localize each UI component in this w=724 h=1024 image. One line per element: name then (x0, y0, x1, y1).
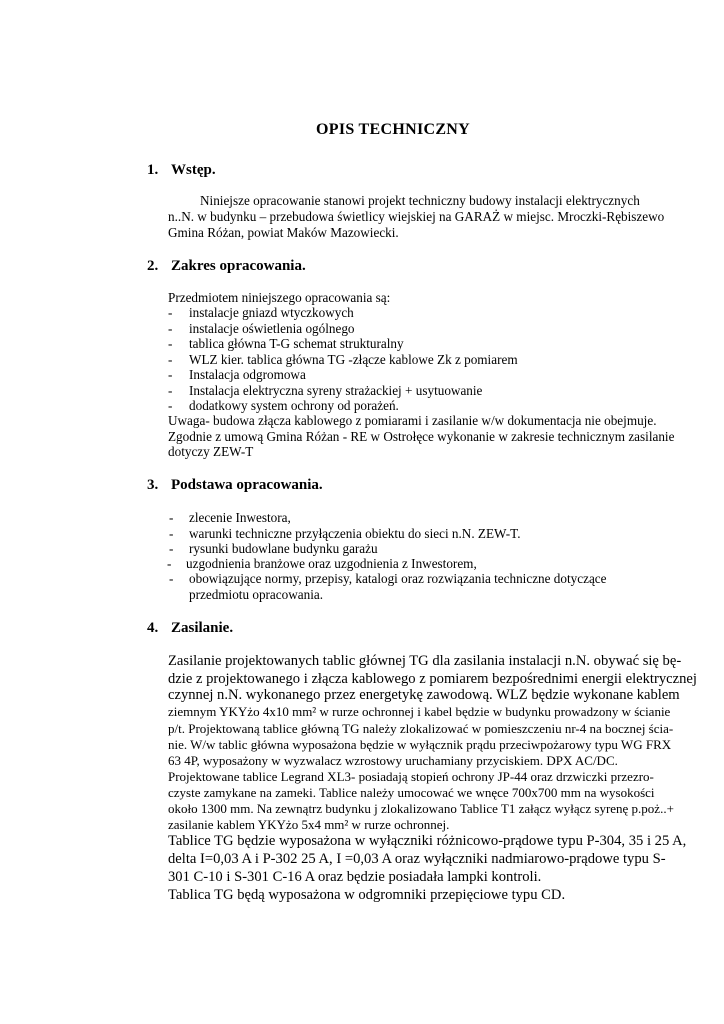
section-1-line: Niniejsze opracowanie stanowi projekt techniczny budowy instalacji elektrycznych (200, 193, 640, 208)
section-1-heading: Wstęp. (171, 162, 216, 178)
section-4-line: p/t. Projektowaną tablice główną TG należy zlokalizować w pomieszczeniu nr-4 na bocznej ścia- (168, 721, 674, 736)
section-4-line: zasilanie kablem YKYżo 5x4 mm² w rurze ochronnej. (168, 817, 450, 832)
section-3-number: 3. (147, 477, 159, 493)
list-bullet: - (168, 352, 173, 367)
section-4-line: Zasilanie projektowanych tablic głównej TG dla zasilania instalacji n.N. obywać się bę- (168, 653, 682, 669)
list-bullet: - (168, 398, 173, 413)
section-4-line: czynnej n.N. wykonanego przez energetykę zawodową. WLZ będzie wykonane kablem (168, 687, 680, 703)
section-4-line: Projektowane tablice Legrand XL3- posiadają stopień ochrony JP-44 oraz drzwiczki przezro- (168, 769, 654, 784)
list-item-continuation: przedmiotu opracowania. (189, 587, 324, 602)
list-bullet: - (168, 321, 173, 336)
list-item: warunki techniczne przyłączenia obiektu do sieci n.N. ZEW-T. (189, 526, 521, 541)
section-4-line: około 1300 mm. Na zewnątrz budynku j zlokalizowano Tablice T1 załącz wyłącz syrenę p.poż..+ (168, 801, 674, 816)
list-bullet: - (169, 510, 174, 525)
section-4-line: czyste zamykane na zameki. Tablice należy umocować we wnęce 700x700 mm na wysokości (168, 785, 655, 800)
section-4-line: 301 C-10 i S-301 C-16 A oraz będzie posiadała lampki kontroli. (168, 869, 542, 885)
list-item: instalacje gniazd wtyczkowych (189, 305, 354, 320)
section-1-number: 1. (147, 162, 159, 178)
section-2-note: Uwaga- budowa złącza kablowego z pomiarami i zasilanie w/w dokumentacja nie obejmuje. (168, 413, 657, 428)
list-item: dodatkowy system ochrony od porażeń. (189, 398, 399, 413)
section-4-line: delta I=0,03 A i P-302 25 A, I =0,03 A oraz wyłączniki nadmiarowo-prądowe typu S- (168, 851, 666, 867)
list-item: rysunki budowlane budynku garażu (189, 541, 378, 556)
list-item: tablica główna T-G schemat strukturalny (189, 336, 404, 351)
list-item: obowiązujące normy, przepisy, katalogi oraz rozwiązania techniczne dotyczące (189, 571, 607, 586)
section-2-note: Zgodnie z umową Gmina Różan - RE w Ostrołęce wykonanie w zakresie technicznym zasilanie (168, 429, 675, 444)
list-item: Instalacja elektryczna syreny strażackiej + usytuowanie (189, 383, 483, 398)
list-bullet: - (168, 367, 173, 382)
section-4-line: dzie z projektowanego i złącza kablowego z pomiarem bezpośrednimi energii elektrycznej (168, 671, 697, 687)
list-bullet: - (169, 571, 174, 586)
list-item: instalacje oświetlenia ogólnego (189, 321, 355, 336)
list-bullet: - (167, 556, 172, 571)
section-1-line: n..N. w budynku – przebudowa świetlicy wiejskiej na GARAŻ w miejsc. Mroczki-Rębiszewo (168, 209, 665, 224)
section-4-line: Tablice TG będzie wyposażona w wyłączniki różnicowo-prądowe typu P-304, 35 i 25 A, (168, 833, 687, 849)
page-title: OPIS TECHNICZNY (316, 121, 471, 138)
list-bullet: - (169, 526, 174, 541)
list-bullet: - (168, 383, 173, 398)
list-bullet: - (168, 336, 173, 351)
list-bullet: - (168, 305, 173, 320)
section-4-line: nie. W/w tablic główna wyposażona będzie w wyłącznik prądu przeciwpożarowy typu WG FRX (168, 737, 672, 752)
section-3-heading: Podstawa opracowania. (171, 477, 323, 493)
section-4-line: 63 4P, wyposażony w wyzwalacz wzrostowy uruchamiany przyciskiem. DPX AC/DC. (168, 753, 618, 768)
list-item: uzgodnienia branżowe oraz uzgodnienia z Inwestorem, (186, 556, 477, 571)
list-item: WLZ kier. tablica główna TG -złącze kablowe Zk z pomiarem (189, 352, 518, 367)
section-4-line: ziemnym YKYżo 4x10 mm² w rurze ochronnej i kabel będzie w budynku prowadzony w ścianie (168, 704, 671, 719)
section-4-number: 4. (147, 620, 159, 636)
list-bullet: - (169, 541, 174, 556)
section-2-note: dotyczy ZEW-T (168, 444, 254, 459)
section-2-number: 2. (147, 258, 159, 274)
section-2-heading: Zakres opracowania. (171, 258, 306, 274)
section-4-line: Tablica TG będą wyposażona w odgromniki przepięciowe typu CD. (168, 887, 566, 903)
list-item: zlecenie Inwestora, (189, 510, 291, 525)
section-4-heading: Zasilanie. (171, 620, 234, 636)
section-2-intro: Przedmiotem niniejszego opracowania są: (168, 290, 391, 305)
list-item: Instalacja odgromowa (189, 367, 306, 382)
section-1-line: Gmina Różan, powiat Maków Mazowiecki. (168, 225, 399, 240)
